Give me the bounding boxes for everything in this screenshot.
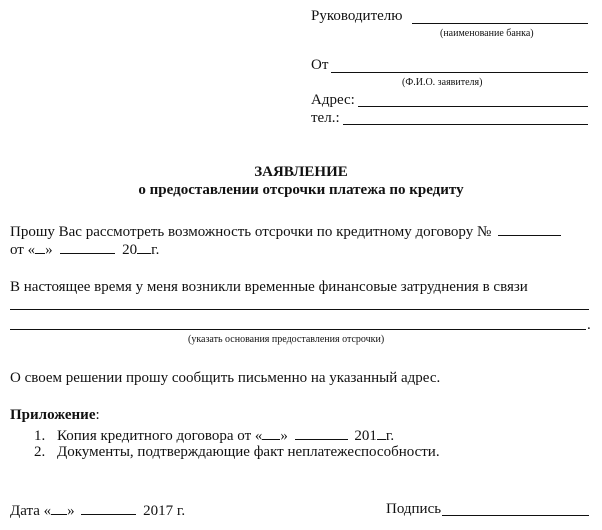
footer-date-label: Дата « — [10, 503, 52, 519]
contract-number-field[interactable] — [498, 221, 561, 236]
footer-date — [10, 500, 185, 520]
difficulty-text: В настоящее время у меня возникли временные финансовые затруднения в связи — [10, 279, 528, 295]
attachment-year-prefix: 201 — [354, 428, 377, 444]
bank-name-hint: (наименование банка) — [440, 28, 534, 39]
address-line[interactable] — [358, 106, 588, 107]
decision-text: О своем решении прошу сообщить письменно на указанный адрес. — [10, 370, 441, 386]
attachment-text: Документы, подтверждающие факт неплатежеспособности. — [57, 444, 440, 460]
reason-hint: (указать основания предоставления отсрочки) — [188, 334, 385, 345]
signature-label: Подпись — [386, 501, 442, 517]
footer-day-field[interactable] — [51, 500, 67, 515]
phone-line[interactable] — [343, 124, 588, 125]
attachments-heading — [10, 406, 100, 424]
phone-label: тел.: — [311, 110, 340, 126]
attachment-day-field[interactable] — [262, 425, 280, 440]
attachment-text: Копия кредитного договора от « — [57, 428, 263, 444]
contract-month-field[interactable] — [60, 239, 115, 254]
from-label: От — [311, 57, 329, 73]
attachment-month-field[interactable] — [295, 425, 348, 440]
attachment-num: 1. — [34, 428, 46, 444]
attachment-item-1 — [34, 425, 394, 445]
attachment-item-2 — [34, 443, 440, 461]
addressee-label: Руководителю — [311, 8, 403, 24]
attachments-heading-text: Приложение — [10, 407, 96, 423]
reason-line-2[interactable] — [10, 329, 586, 330]
request-date-line — [10, 239, 159, 259]
attachment-year-suffix: г. — [385, 428, 395, 444]
request-text: Прошу Вас рассмотреть возможность отсрочки по кредитному договору № — [10, 224, 492, 240]
applicant-name-line[interactable] — [331, 72, 588, 73]
date-close-quote: » — [45, 242, 53, 258]
attachment-close-quote: » — [280, 428, 288, 444]
attachment-num: 2. — [34, 444, 46, 460]
reason-line-1[interactable] — [10, 309, 589, 310]
signature-line[interactable] — [442, 515, 589, 516]
address-label: Адрес: — [311, 92, 355, 108]
document-title: ЗАЯВЛЕНИЕ — [254, 164, 348, 180]
attachments-heading-colon: : — [95, 407, 100, 423]
contract-year-field[interactable] — [137, 239, 151, 254]
attachment-year-field[interactable] — [377, 425, 386, 440]
footer-date-close: » — [67, 503, 75, 519]
year-prefix: 20 — [122, 242, 138, 258]
request-line — [10, 221, 561, 241]
document-subtitle: о предоставлении отсрочки платежа по кредиту — [138, 182, 464, 198]
bank-name-line[interactable] — [412, 23, 588, 24]
footer-year: 2017 г. — [143, 503, 186, 519]
reason-period: . — [587, 317, 591, 333]
contract-day-field[interactable] — [35, 239, 45, 254]
date-open-text: от « — [10, 242, 36, 258]
applicant-name-hint: (Ф.И.О. заявителя) — [402, 77, 483, 88]
footer-month-field[interactable] — [81, 500, 136, 515]
year-suffix: г. — [151, 242, 160, 258]
